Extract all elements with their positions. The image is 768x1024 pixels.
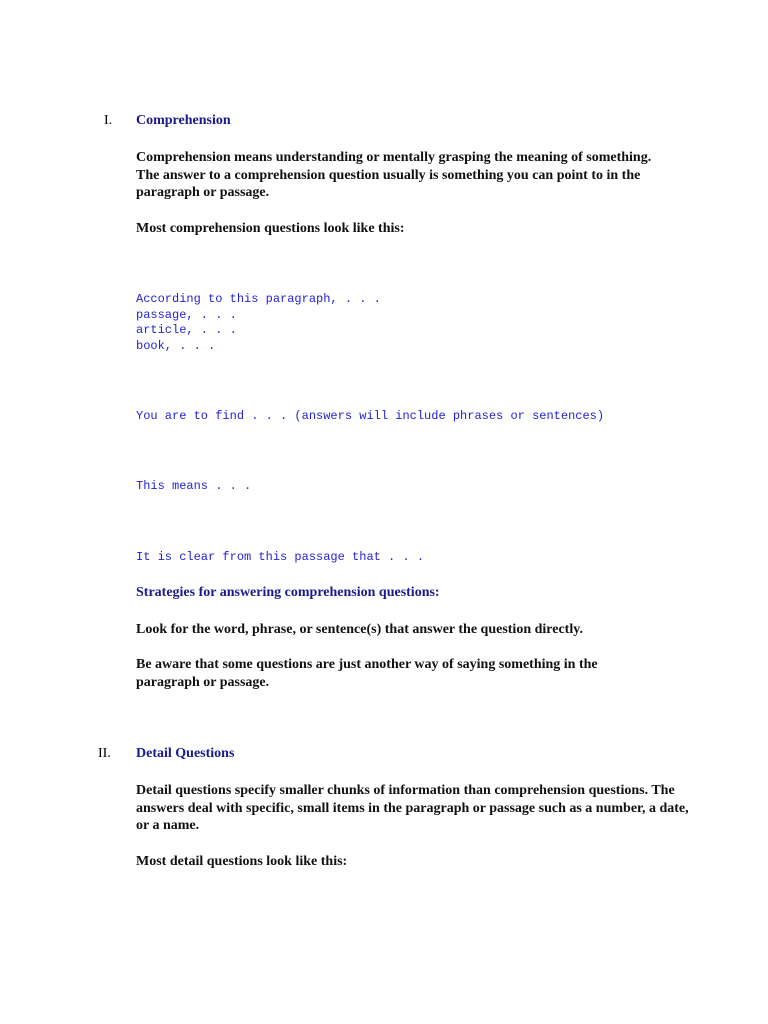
comprehension-intro: Most comprehension questions look like this: bbox=[136, 221, 405, 236]
example-find-line: You are to find . . . (answers will include phrases or sentences) bbox=[136, 409, 605, 423]
comprehension-definition: Comprehension means understanding or mentally grasping the meaning of something. The answer to a comprehension question usually is something you can point to in the paragraph or passage. bbox=[136, 150, 652, 200]
section-2-heading: Detail Questions bbox=[136, 746, 235, 761]
detail-intro: Most detail questions look like this: bbox=[136, 854, 348, 869]
strategy-item: Be aware that some questions are just another way of saying something in the paragraph or passage. bbox=[136, 657, 598, 690]
example-article-line: article, . . . bbox=[136, 323, 237, 337]
section-2-numeral: II. bbox=[98, 746, 111, 761]
detail-definition: Detail questions specify smaller chunks of information than comprehension questions. The answers deal with specific, small items in the paragraph or passage such as a number, a date, or a name. bbox=[136, 783, 689, 833]
section-1-heading: Comprehension bbox=[136, 113, 231, 128]
strategy-item: Look for the word, phrase, or sentence(s) that answer the question directly. bbox=[136, 622, 583, 637]
example-clear-line: It is clear from this passage that . . . bbox=[136, 550, 425, 564]
example-book-line: book, . . . bbox=[136, 338, 216, 353]
example-means-line: This means . . . bbox=[136, 479, 252, 493]
strategies-heading: Strategies for answering comprehension questions: bbox=[136, 585, 440, 600]
example-passage-line: passage, . . . bbox=[136, 307, 237, 322]
example-according-line: According to this paragraph, . . . bbox=[136, 292, 381, 306]
section-1-numeral: I. bbox=[104, 113, 113, 128]
